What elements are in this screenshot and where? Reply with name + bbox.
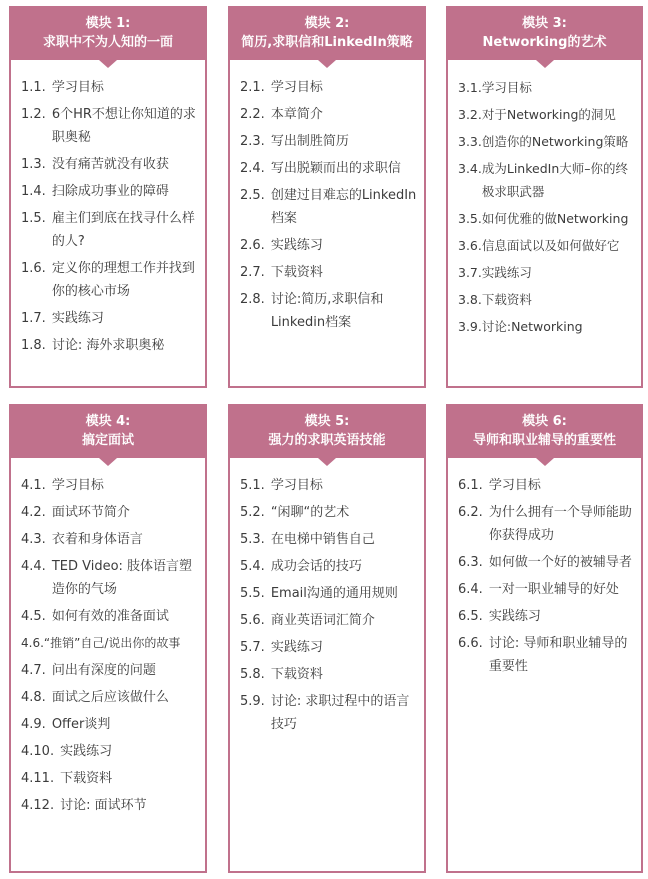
item-number: 6.6. [458, 636, 483, 651]
item-text: 实践练习 [270, 238, 323, 253]
list-item [458, 234, 635, 257]
module-items [21, 474, 199, 821]
list-item [458, 76, 635, 99]
item-number: 4.9. [21, 717, 46, 732]
item-number: 2.7. [240, 265, 265, 280]
module-title: 模块 1: [85, 16, 131, 31]
module-items [458, 76, 635, 342]
item-number: 5.1. [240, 478, 265, 493]
item-number: 3.7. [458, 265, 482, 280]
list-item [240, 582, 418, 605]
item-number: 5.2. [240, 505, 265, 520]
module-header [11, 8, 205, 60]
list-item [21, 767, 199, 790]
item-number: 4.11. [21, 771, 55, 786]
list-item [240, 234, 418, 257]
header-arrow [318, 458, 336, 466]
module-title: 模块 4: [85, 414, 131, 429]
module-subtitle: 强力的求职英语技能 [268, 433, 386, 448]
item-number: 4.3. [21, 532, 46, 547]
item-text: 对于Networking的洞见 [481, 107, 616, 122]
item-text: 讨论:简历,求职信和Linkedin档案 [270, 292, 384, 330]
item-text: 本章简介 [270, 107, 323, 122]
item-number: 6.5. [458, 609, 483, 624]
item-number: 5.8. [240, 667, 265, 682]
item-text: 学习目标 [51, 478, 104, 493]
module-subtitle: 简历,求职信和LinkedIn策略 [241, 35, 413, 50]
list-item [21, 153, 199, 176]
header-arrow [536, 458, 554, 466]
list-item [458, 130, 635, 153]
module-card-5 [228, 404, 426, 873]
item-text: “推销”自己/说出你的故事 [43, 636, 181, 650]
item-text: 实践练习 [481, 265, 532, 280]
item-text: 创造你的Networking策略 [481, 134, 629, 149]
item-text: 学习目标 [481, 80, 532, 95]
list-item [240, 261, 418, 284]
item-text: “闲聊“的艺术 [270, 505, 350, 520]
item-number: 6.2. [458, 505, 483, 520]
item-text: 雇主们到底在找寻什么样的人? [51, 211, 195, 249]
item-text: 问出有深度的问题 [51, 663, 156, 678]
item-number: 2.3. [240, 134, 265, 149]
item-number: 1.5. [21, 211, 46, 226]
item-text: 学习目标 [51, 80, 104, 95]
item-text: 学习目标 [270, 80, 323, 95]
header-arrow [536, 60, 554, 68]
list-item [458, 632, 635, 678]
list-item [458, 474, 635, 497]
item-number: 2.4. [240, 161, 265, 176]
item-text: 如何优雅的做Networking [481, 211, 629, 226]
list-item [458, 501, 635, 547]
item-number: 4.5. [21, 609, 46, 624]
module-items [240, 474, 418, 740]
item-text: 成为LinkedIn大师–你的终极求职武器 [481, 161, 628, 199]
list-item [458, 605, 635, 628]
module-header [448, 406, 641, 458]
item-text: TED Video: 肢体语言塑造你的气场 [51, 559, 193, 597]
item-text: 下载资料 [60, 771, 113, 786]
item-text: 如何做一个好的被辅导者 [488, 555, 632, 570]
item-text: 衣着和身体语言 [51, 532, 143, 547]
item-number: 3.3. [458, 134, 482, 149]
list-item [240, 528, 418, 551]
item-text: 没有痛苦就没有收获 [51, 157, 169, 172]
list-item [21, 632, 199, 655]
list-item [240, 555, 418, 578]
item-number: 4.1. [21, 478, 46, 493]
header-arrow [99, 60, 117, 68]
module-title: 模块 3: [522, 16, 567, 31]
header-arrow [99, 458, 117, 466]
list-item [21, 76, 199, 99]
item-number: 1.4. [21, 184, 46, 199]
item-number: 3.9. [458, 319, 482, 334]
module-card-6 [446, 404, 643, 873]
module-title: 模块 5: [304, 414, 350, 429]
list-item [21, 474, 199, 497]
header-arrow [318, 60, 336, 68]
list-item [240, 501, 418, 524]
module-subtitle: 求职中不为人知的一面 [42, 35, 173, 50]
item-number: 6.4. [458, 582, 483, 597]
item-number: 5.3. [240, 532, 265, 547]
item-number: 4.4. [21, 559, 46, 574]
item-number: 2.1. [240, 80, 265, 95]
item-number: 1.7. [21, 311, 46, 326]
item-text: 实践练习 [60, 744, 113, 759]
item-text: 实践练习 [270, 640, 323, 655]
module-header [230, 8, 424, 60]
item-number: 3.8. [458, 292, 482, 307]
list-item [21, 659, 199, 682]
item-text: 讨论: 海外求职奥秘 [51, 338, 165, 353]
item-text: 如何有效的准备面试 [51, 609, 169, 624]
module-subtitle: 搞定面试 [81, 433, 134, 448]
list-item [458, 578, 635, 601]
item-text: 为什么拥有一个导师能助你获得成功 [488, 505, 632, 543]
list-item [240, 103, 418, 126]
list-item [458, 288, 635, 311]
item-text: 面试环节简介 [51, 505, 130, 520]
item-text: 讨论:Networking [481, 319, 583, 334]
item-number: 1.3. [21, 157, 46, 172]
item-number: 4.6. [21, 636, 44, 650]
item-text: 下载资料 [270, 667, 323, 682]
module-items [240, 76, 418, 338]
list-item [240, 609, 418, 632]
list-item [458, 315, 635, 338]
item-text: 下载资料 [270, 265, 323, 280]
item-number: 3.2. [458, 107, 482, 122]
item-number: 5.5. [240, 586, 265, 601]
list-item [240, 288, 418, 334]
item-number: 4.8. [21, 690, 46, 705]
list-item [21, 740, 199, 763]
item-text: 写出脱颖而出的求职信 [270, 161, 401, 176]
list-item [21, 713, 199, 736]
list-item [21, 794, 199, 817]
list-item [240, 474, 418, 497]
module-card-4 [9, 404, 207, 873]
item-number: 3.6. [458, 238, 482, 253]
list-item [21, 686, 199, 709]
item-text: 实践练习 [488, 609, 541, 624]
list-item [21, 555, 199, 601]
list-item [21, 207, 199, 253]
item-text: 在电梯中销售自己 [270, 532, 375, 547]
list-item [240, 157, 418, 180]
item-text: 写出制胜简历 [270, 134, 349, 149]
list-item [21, 501, 199, 524]
module-card-1 [9, 6, 207, 388]
item-number: 1.6. [21, 261, 46, 276]
item-text: 讨论: 面试环节 [60, 798, 147, 813]
module-subtitle: 导师和职业辅导的重要性 [472, 433, 616, 448]
item-text: 信息面试以及如何做好它 [481, 238, 620, 253]
module-items [458, 474, 635, 682]
item-text: 成功会话的技巧 [270, 559, 362, 574]
list-item [21, 334, 199, 357]
item-text: 下载资料 [481, 292, 532, 307]
list-item [21, 605, 199, 628]
list-item [458, 261, 635, 284]
item-number: 3.1. [458, 80, 482, 95]
item-number: 2.8. [240, 292, 265, 307]
list-item [240, 690, 418, 736]
item-text: 6个HR不想让你知道的求职奥秘 [51, 107, 196, 145]
item-text: Email沟通的通用规则 [270, 586, 398, 601]
item-text: 实践练习 [51, 311, 104, 326]
list-item [458, 207, 635, 230]
module-subtitle: Networking的艺术 [482, 35, 607, 50]
module-title: 模块 6: [522, 414, 567, 429]
list-item [458, 157, 635, 203]
module-header [11, 406, 205, 458]
list-item [21, 307, 199, 330]
item-number: 5.4. [240, 559, 265, 574]
list-item [240, 184, 418, 230]
module-card-2 [228, 6, 426, 388]
item-number: 5.7. [240, 640, 265, 655]
item-text: 定义你的理想工作并找到你的核心市场 [51, 261, 195, 299]
item-number: 4.7. [21, 663, 46, 678]
item-number: 3.4. [458, 161, 482, 176]
list-item [21, 180, 199, 203]
list-item [240, 636, 418, 659]
item-number: 2.6. [240, 238, 265, 253]
item-text: 商业英语词汇简介 [270, 613, 375, 628]
item-number: 6.3. [458, 555, 483, 570]
item-text: 一对一职业辅导的好处 [488, 582, 619, 597]
module-header [230, 406, 424, 458]
module-header [448, 8, 641, 60]
item-number: 5.6. [240, 613, 265, 628]
list-item [240, 76, 418, 99]
item-text: Offer谈判 [51, 717, 111, 732]
item-number: 1.8. [21, 338, 46, 353]
list-item [458, 551, 635, 574]
item-number: 1.2. [21, 107, 46, 122]
list-item [21, 528, 199, 551]
item-text: 扫除成功事业的障碍 [51, 184, 169, 199]
item-number: 1.1. [21, 80, 46, 95]
item-number: 2.5. [240, 188, 265, 203]
item-number: 4.10. [21, 744, 55, 759]
list-item [240, 663, 418, 686]
item-text: 讨论: 求职过程中的语言技巧 [270, 694, 410, 732]
item-text: 讨论: 导师和职业辅导的重要性 [488, 636, 628, 674]
item-text: 学习目标 [488, 478, 541, 493]
item-number: 5.9. [240, 694, 265, 709]
item-text: 创建过目难忘的LinkedIn档案 [270, 188, 417, 226]
list-item [240, 130, 418, 153]
item-number: 6.1. [458, 478, 483, 493]
list-item [458, 103, 635, 126]
item-text: 学习目标 [270, 478, 323, 493]
item-number: 3.5. [458, 211, 482, 226]
module-title: 模块 2: [304, 16, 350, 31]
item-text: 面试之后应该做什么 [51, 690, 169, 705]
item-number: 4.2. [21, 505, 46, 520]
module-items [21, 76, 199, 361]
item-number: 4.12. [21, 798, 55, 813]
list-item [21, 257, 199, 303]
item-number: 2.2. [240, 107, 265, 122]
module-card-3 [446, 6, 643, 388]
list-item [21, 103, 199, 149]
